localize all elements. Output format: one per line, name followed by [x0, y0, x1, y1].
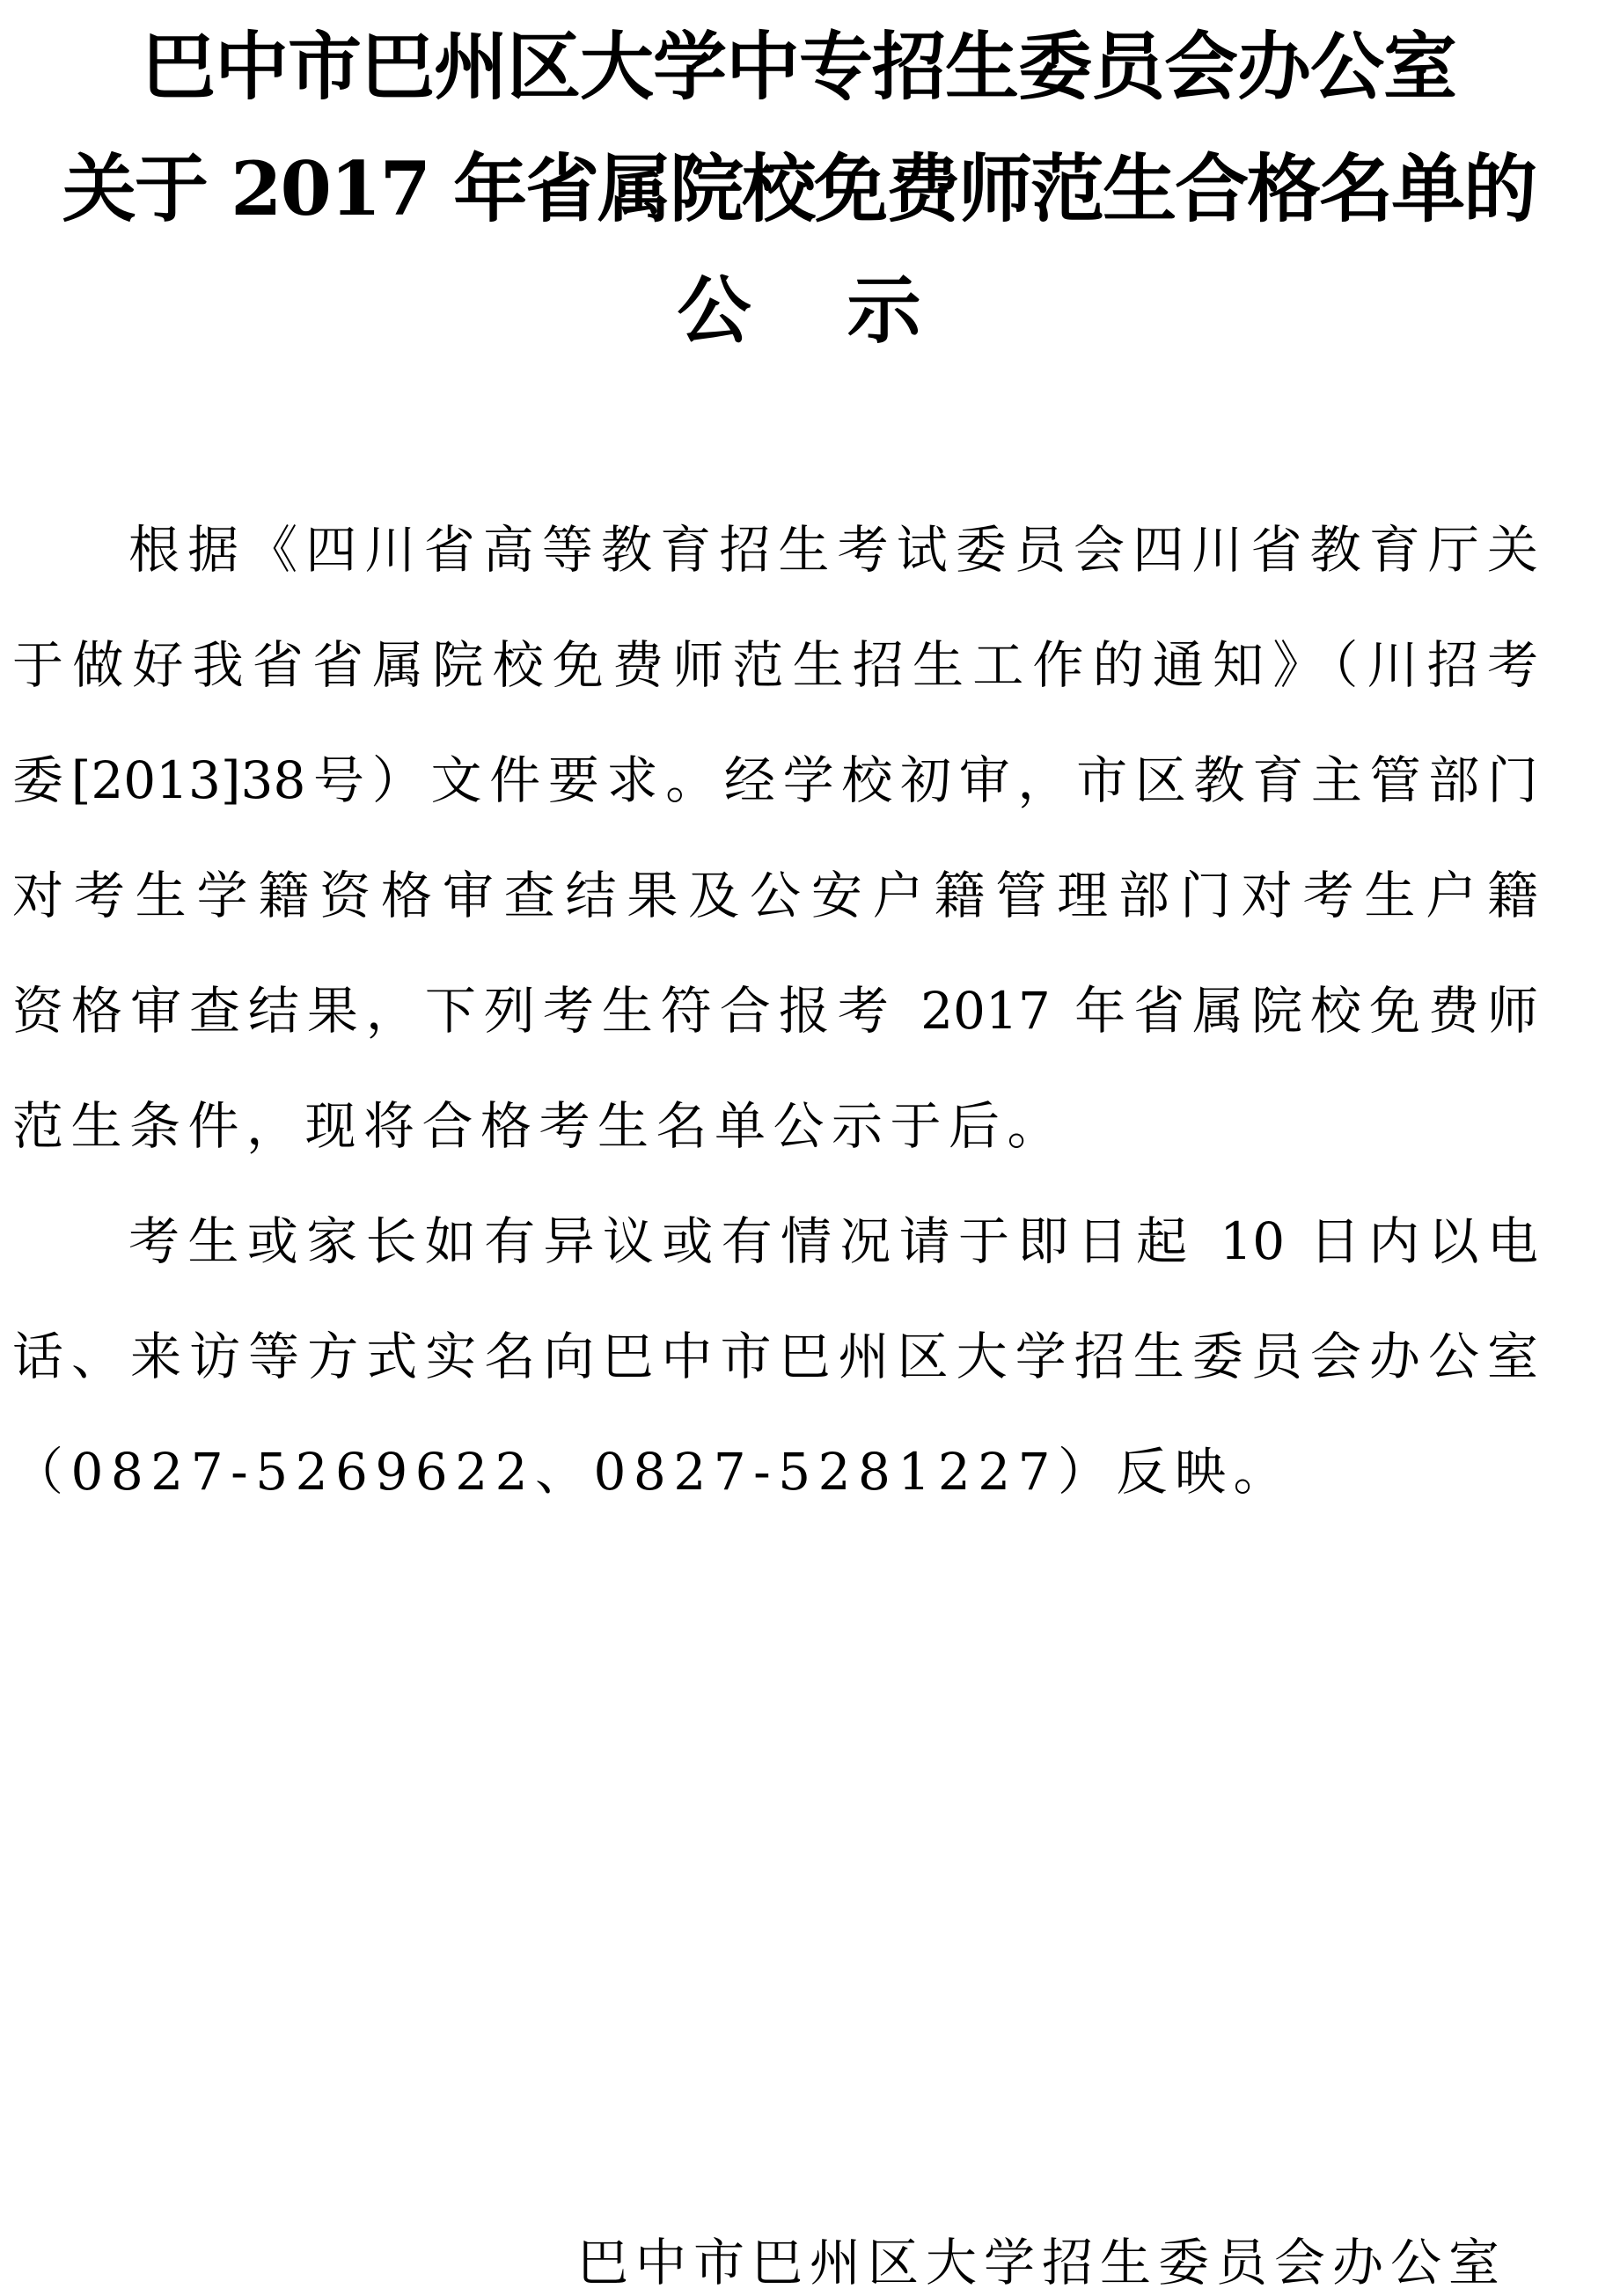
body-paragraph-1 — [12, 493, 1538, 1184]
page-title-line-1: 巴中市巴州区大学中专招生委员会办公室 — [141, 23, 1456, 110]
body-line: 考生或家长如有异议或有情况请于即日起 10 日内以电 — [128, 1211, 1538, 1271]
body-line: （0827-5269622、0827-5281227）反映。 — [12, 1442, 1293, 1502]
body-line: 话、来访等方式实名向巴中市巴州区大学招生委员会办公室 — [12, 1327, 1538, 1386]
body-line: 于做好我省省属院校免费师范生招生工作的通知》（川招考 — [12, 635, 1538, 695]
body-line: 根据《四川省高等教育招生考试委员会四川省教育厅关 — [128, 520, 1538, 580]
body-line: 对考生学籍资格审查结果及公安户籍管理部门对考生户籍 — [12, 866, 1538, 925]
body-line: 范生条件，现将合格考生名单公示于后。 — [12, 1096, 1067, 1156]
body-paragraph-2 — [12, 1184, 1538, 1530]
page-title-line-3: 公 示 — [677, 267, 957, 354]
body-line: 资格审查结果，下列考生符合报考 2017 年省属院校免费师 — [12, 981, 1538, 1041]
body-line: 委[2013]38号）文件要求。经学校初审，市区教育主管部门 — [12, 750, 1538, 810]
signature-issuer: 巴中市巴州区大学招生委员会办公室 — [577, 2233, 1507, 2292]
page-title-line-2: 关于 2017 年省属院校免费师范生合格名单的 — [62, 145, 1536, 232]
document-body — [12, 493, 1538, 1530]
